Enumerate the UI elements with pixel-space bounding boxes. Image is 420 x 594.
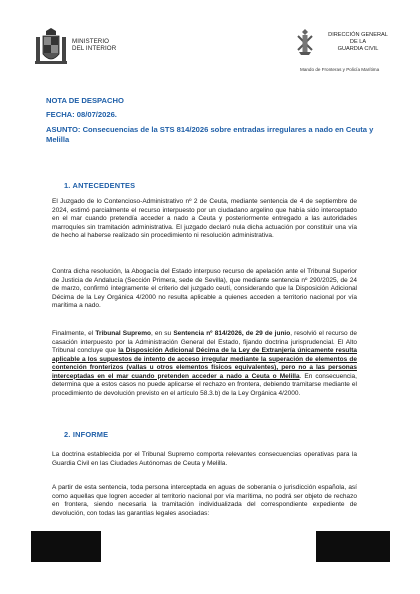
agency-line-2: DE LA [349,39,367,45]
paragraph-text: Finalmente, el [52,330,96,337]
document-type: NOTA DE DESPACHO [46,96,124,105]
document-subject: ASUNTO: Consecuencias de la STS 814/2026 sobre entradas irregulares a nado en Ceuta y Melilla [46,125,374,144]
agency-header [294,28,404,78]
subunit-name: Mando de Fronteras y Policía Marítima [300,67,380,72]
section-title-informe: 2. INFORME [64,430,109,439]
section-title-antecedentes: 1. ANTECEDENTES [64,181,136,190]
ministry-header [34,28,154,72]
ruling-reference: Sentencia nº 814/2026, de 29 de junio [173,330,291,337]
document-date: FECHA: 08/07/2026. [46,110,117,119]
ministry-name [72,38,116,53]
agency-line-3: GUARDIA CIVIL [337,46,379,52]
agency-line-1: DIRECCIÓN GENERAL [328,32,388,38]
redaction-block-left [31,531,101,562]
paragraph-antecedentes-2: Contra dicha resolución, la Abogacía del Estado interpuso recurso de apelación ante el Tribunal Superior de Justicia de Andalucía (Sección Primera, sede de Sevilla), que mediante sentencia nº 290/2025, de 24 de marzo, confirmó íntegramente el criterio del juzgado ceutí, considerando que la Disposición Adicional Décima de la Ley Orgánica 4/2000 no resulta aplicable a quienes acceden a territorio nacional por vía marítima a nado. [52,268,357,309]
paragraph-informe-1: La doctrina establecida por el Tribunal Supremo comporta relevantes consecuencias operativas para la Guardia Civil en las Ciudades Autónomas de Ceuta y Melilla. [52,451,357,467]
court-name: Tribunal Supremo [95,330,151,337]
paragraph-antecedentes-3 [52,330,357,398]
guardia-civil-emblem-icon [294,28,316,56]
document-heading [46,96,376,145]
paragraph-text: , resolvió el recurso de casación interpuesto por la Administración General del Estado, fijando doctrina jurisprudencial. El Alto Tribunal concluye que [52,330,357,354]
paragraph-antecedentes-1: El Juzgado de lo Contencioso-Administrativo nº 2 de Ceuta, mediante sentencia de 4 de septiembre de 2024, estimó parcialmente el recurso interpuesto por un ciudadano argelino que había sido interceptado en el mar cuando pretendía acceder a nado a Ceuta y posteriormente entregado a las autoridades marroquíes sin tramitación administrativa. El juzgado declaró nula dicha actuación por constituir una vía de hecho al haberse realizado sin procedimiento ni resolución administrativa. [52,198,357,239]
paragraph-informe-2: A partir de esta sentencia, toda persona interceptada en aguas de soberanía o jurisdicción española, así como aquellas que logren acceder al territorio nacional por vía marítima, no podrá ser objeto de rechazo en frontera, siendo necesaria la tramitación individualizada del correspondiente expediente de devolución, con todas las garantías legales asociadas: [52,484,357,517]
agency-name [322,32,394,53]
paragraph-text: . En consecuencia, determina que a estos casos no puede aplicarse el rechazo en frontera, debiendo tramitarse mediante el procedimiento de devolución previsto en el artículo 58.3.b) de la Ley Orgánica 4/2000. [52,372,357,397]
redaction-block-right [316,531,390,562]
ministry-line-2: DEL INTERIOR [72,45,117,53]
key-ruling-excerpt: la Disposición Adicional Décima de la Ley de Extranjería únicamente resulta aplicable a los supuestos de intento de acceso irregular mediante la superación de elementos de contención fronterizos (vallas u otros elementos físicos equivalentes), pero no a las personas interceptadas en el mar cuando pretenden acceder a nado a Ceuta o Melilla [52,347,357,380]
ministry-line-1: MINISTERIO [72,38,110,45]
coat-of-arms-icon [34,28,68,68]
paragraph-text: , en su [150,330,174,337]
